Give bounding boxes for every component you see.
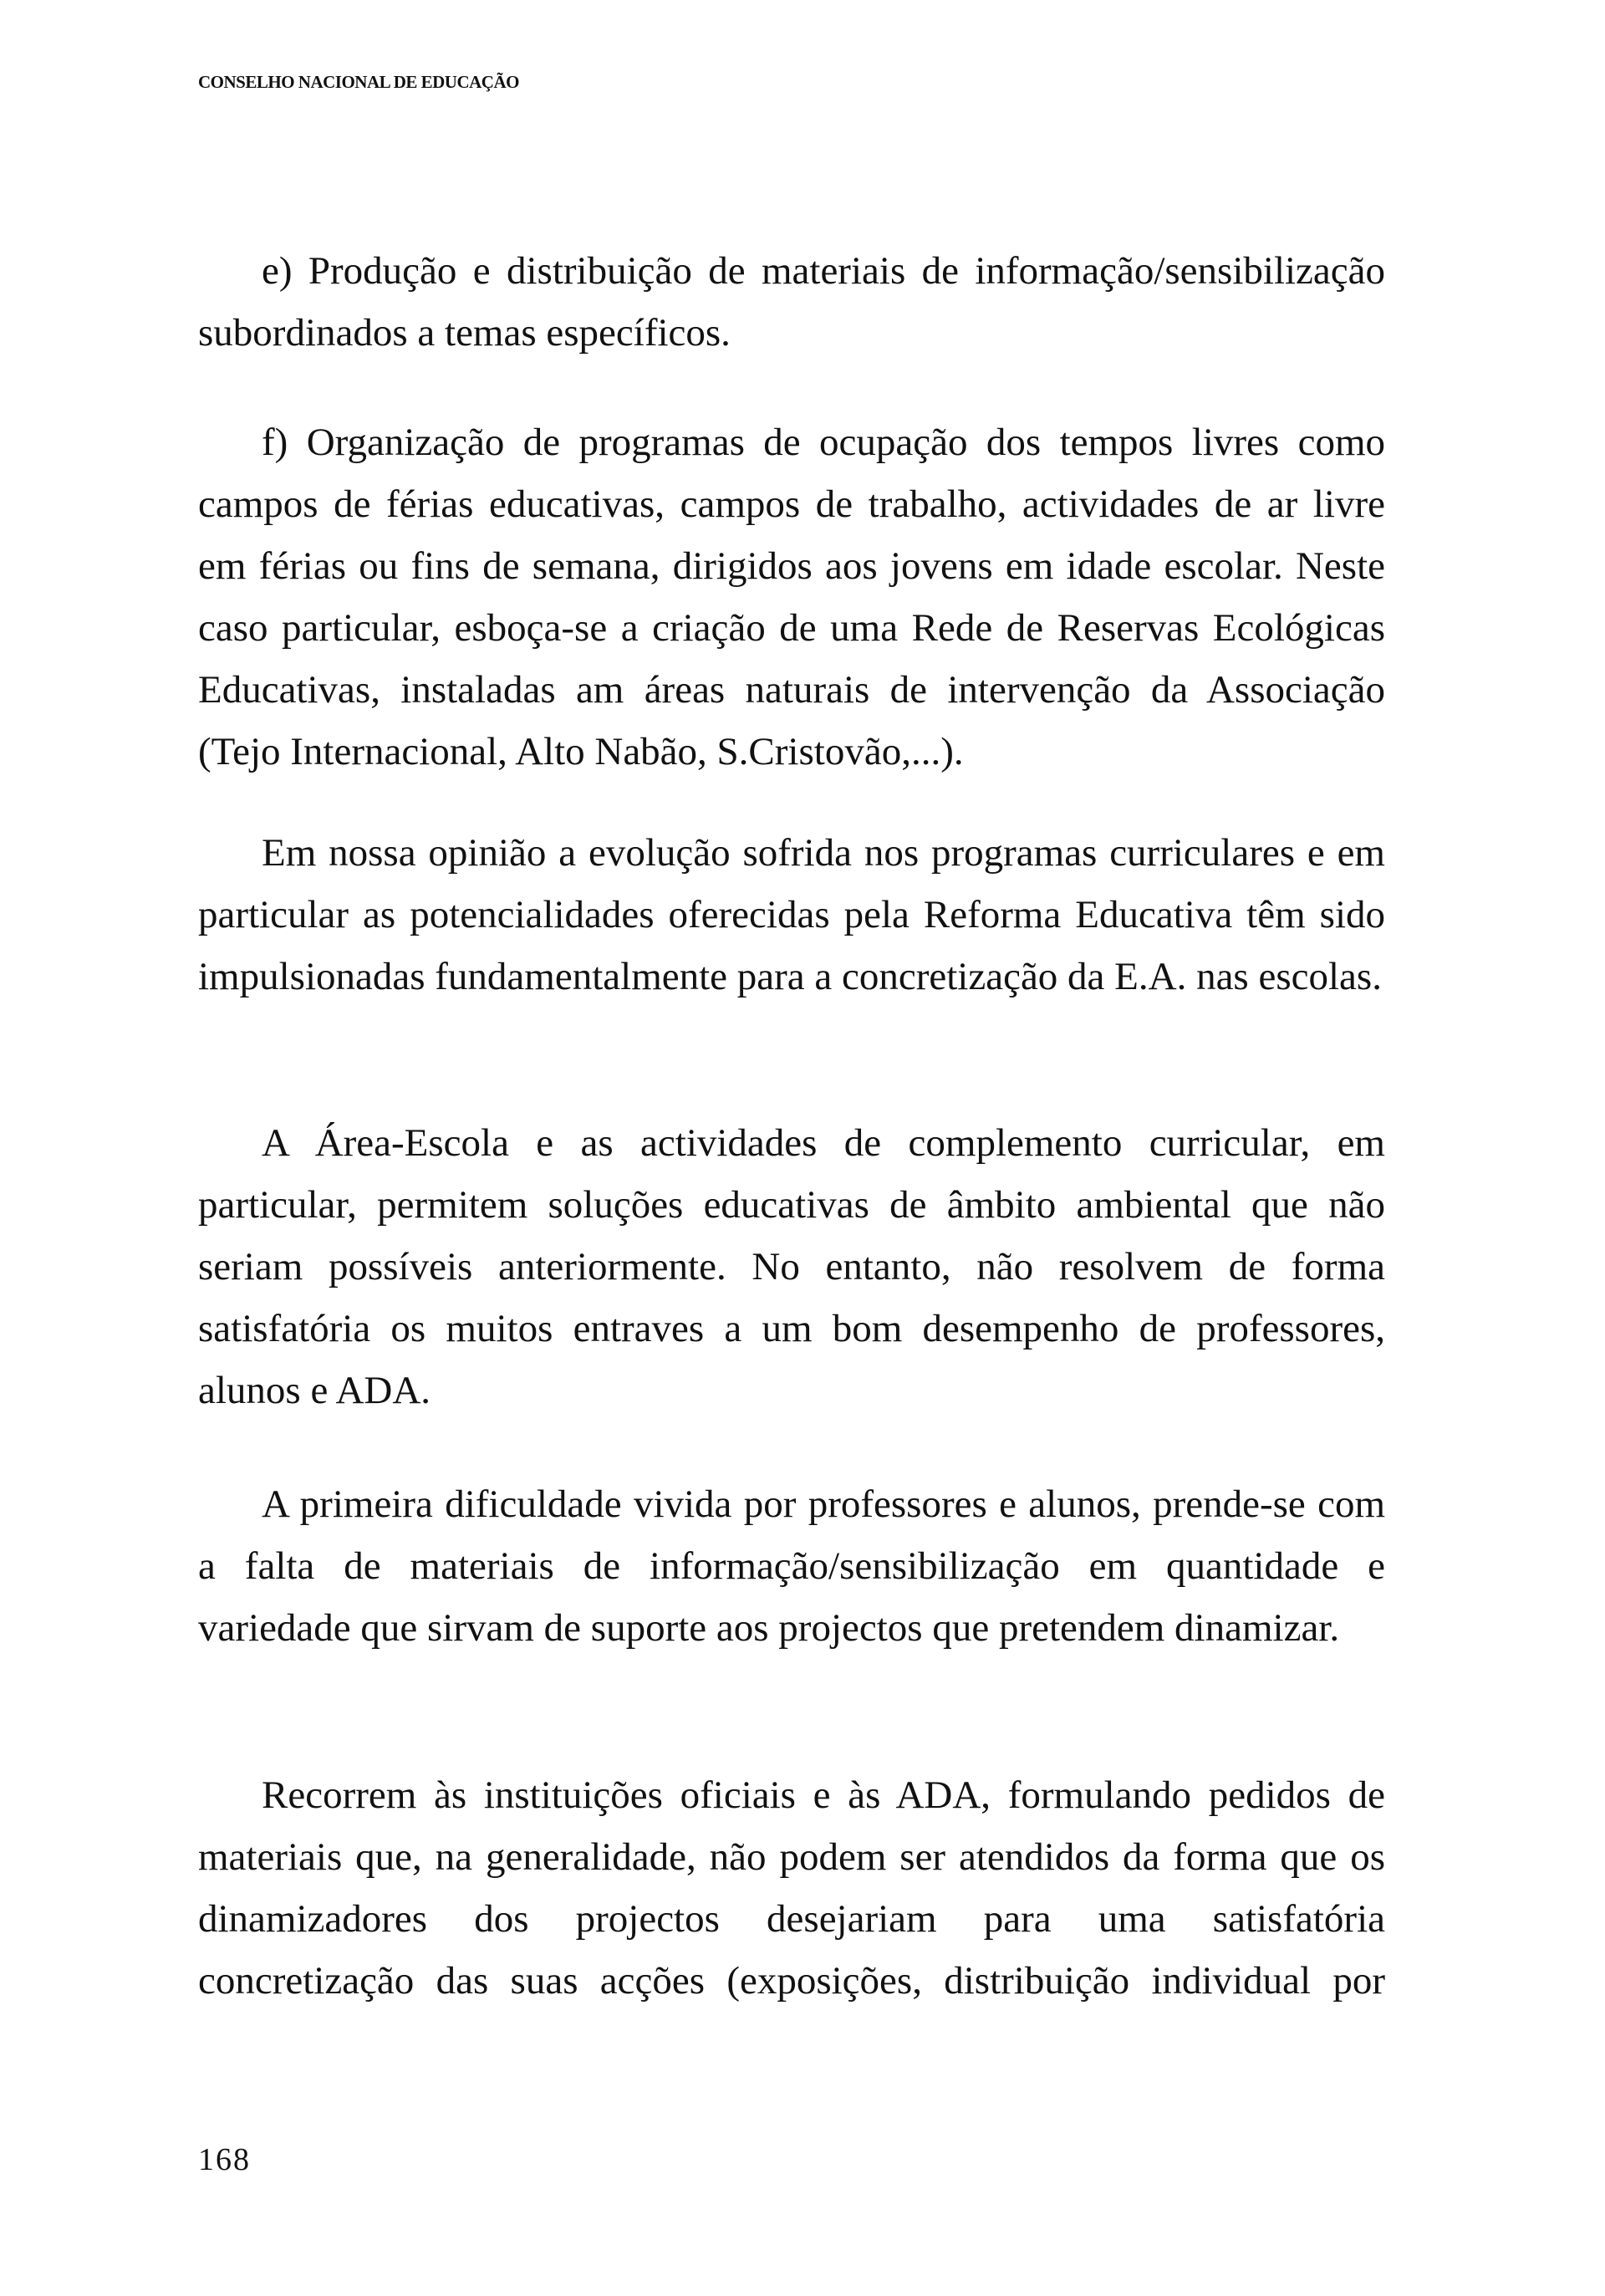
paragraph-text: Recorrem às instituições oficiais e às ADA, formulando pedidos de materiais que, na generalidade, não podem ser atendidos da forma que os dinamizadores dos projectos desejariam para uma satisfatória concretização das suas acções (exposições, distribuição individual por bbox=[198, 1773, 1385, 2003]
running-header: CONSELHO NACIONAL DE EDUCAÇÃO bbox=[198, 72, 519, 92]
paragraph-area-escola bbox=[198, 1112, 1385, 1421]
page-number: 168 bbox=[198, 2142, 251, 2177]
paragraph-f bbox=[198, 411, 1385, 783]
paragraph-first-difficulty bbox=[198, 1473, 1385, 1659]
paragraph-e bbox=[198, 240, 1385, 364]
paragraph-text: A Área-Escola e as actividades de complemento curricular, em particular, permitem soluções educativas de âmbito ambiental que não seriam possíveis anteriormente. No entanto, não resolvem de forma satisfatória os muitos entraves a um bom desempenho de professores, alunos e ADA. bbox=[198, 1121, 1385, 1412]
paragraph-text: e) Produção e distribuição de materiais de informação/sensibilização subordinados a temas específicos. bbox=[198, 249, 1385, 355]
paragraph-institutions bbox=[198, 1764, 1385, 2012]
paragraph-opinion bbox=[198, 822, 1385, 1008]
paragraph-text: Em nossa opinião a evolução sofrida nos programas curriculares e em particular as potencialidades oferecidas pela Reforma Educativa têm sido impulsionadas fundamentalmente para a concretização da E.A. nas escolas. bbox=[198, 831, 1385, 998]
paragraph-text: A primeira dificuldade vivida por professores e alunos, prende-se com a falta de materiais de informação/sensibilização em quantidade e variedade que sirvam de suporte aos projectos que pretendem dinamizar. bbox=[198, 1482, 1385, 1650]
paragraph-text: f) Organização de programas de ocupação dos tempos livres como campos de férias educativas, campos de trabalho, actividades de ar livre em férias ou fins de semana, dirigidos aos jovens em idade escolar. Neste caso particular, esboça-se a criação de uma Rede de Reservas Ecológicas Educativas, instaladas am áreas naturais de intervenção da Associação (Tejo Internacional, Alto Nabão, S.Cristovão,...). bbox=[198, 421, 1385, 773]
